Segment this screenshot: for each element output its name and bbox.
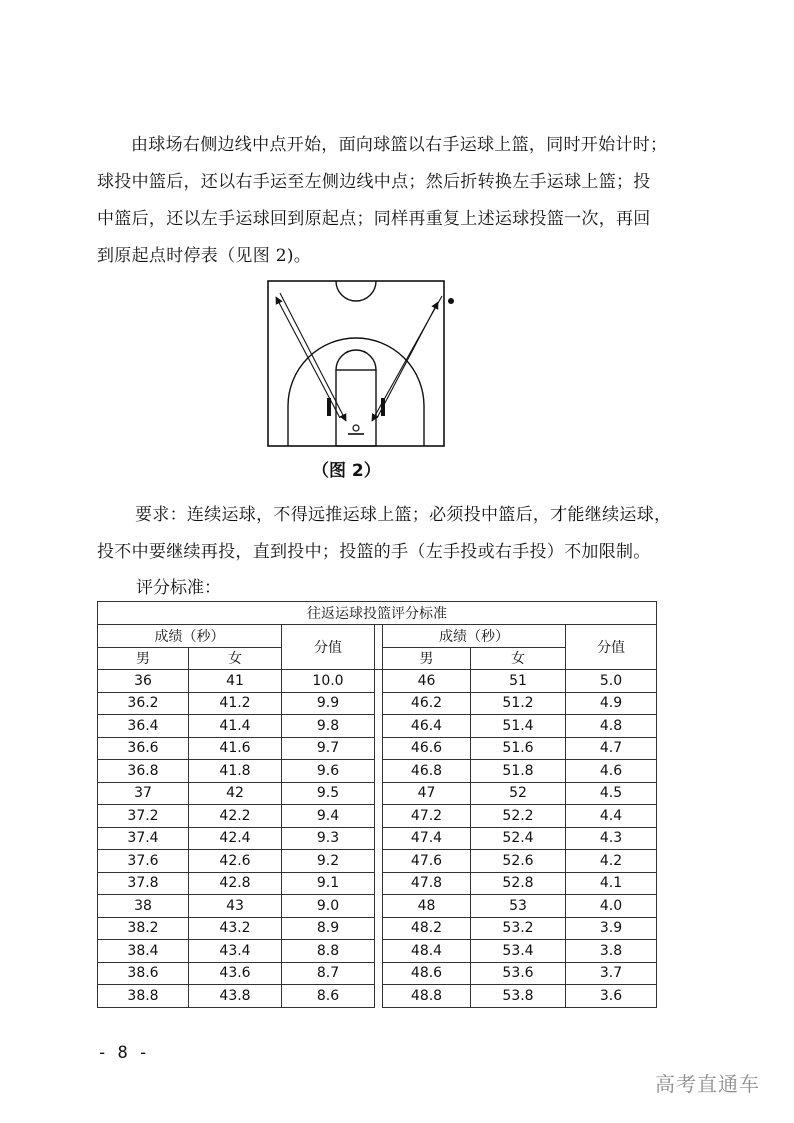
column-gap	[375, 940, 383, 963]
points-cell: 8.7	[282, 962, 375, 985]
points-header: 分值	[566, 625, 657, 670]
score-header: 成绩（秒）	[98, 625, 282, 648]
male-time-cell: 38.2	[98, 917, 189, 940]
table-row	[98, 827, 657, 850]
female-time-cell: 43.2	[189, 917, 282, 940]
intro-line: 中篮后，还以左手运球回到原起点；同样再重复上述运球投篮一次，再回	[97, 209, 651, 229]
points-cell: 3.9	[566, 917, 657, 940]
female-time-cell: 52.6	[471, 850, 566, 873]
table-row	[98, 940, 657, 963]
female-time-cell: 51.8	[471, 760, 566, 783]
points-cell: 9.2	[282, 850, 375, 873]
column-gap	[375, 827, 383, 850]
male-time-cell: 37.6	[98, 850, 189, 873]
points-cell: 9.3	[282, 827, 375, 850]
column-gap	[375, 737, 383, 760]
male-time-cell: 48.2	[383, 917, 471, 940]
male-time-cell: 47.4	[383, 827, 471, 850]
female-time-cell: 53.4	[471, 940, 566, 963]
table-row	[98, 895, 657, 918]
intro-line: 由球场右侧边线中点开始，面向球篮以右手运球上篮，同时开始计时；	[131, 135, 668, 155]
requirements-paragraph	[97, 497, 697, 571]
points-cell: 9.9	[282, 692, 375, 715]
female-time-cell: 51	[471, 670, 566, 693]
points-cell: 8.6	[282, 985, 375, 1008]
requirements-line: 投不中要继续再投，直到投中；投篮的手（左手投或右手投）不加限制。	[97, 542, 651, 562]
points-cell: 3.6	[566, 985, 657, 1008]
criteria-label: 评分标准：	[136, 578, 221, 598]
column-gap	[375, 715, 383, 738]
table-row	[98, 692, 657, 715]
points-cell: 4.8	[566, 715, 657, 738]
male-time-cell: 38.8	[98, 985, 189, 1008]
female-time-cell: 42.8	[189, 872, 282, 895]
intro-paragraph	[97, 127, 697, 275]
female-time-cell: 43.4	[189, 940, 282, 963]
figure-caption: （图 2）	[312, 461, 381, 481]
male-time-cell: 47.2	[383, 805, 471, 828]
column-gap	[375, 692, 383, 715]
court-boundary	[268, 281, 444, 446]
female-time-cell: 52	[471, 782, 566, 805]
column-gap	[375, 782, 383, 805]
points-cell: 4.9	[566, 692, 657, 715]
table-row	[98, 962, 657, 985]
male-time-cell: 36.6	[98, 737, 189, 760]
watermark: 高考直通车	[655, 1072, 760, 1096]
male-header: 男	[98, 647, 189, 670]
male-time-cell: 36.2	[98, 692, 189, 715]
points-cell: 4.5	[566, 782, 657, 805]
column-gap	[375, 917, 383, 940]
female-time-cell: 52.2	[471, 805, 566, 828]
male-time-cell: 36	[98, 670, 189, 693]
male-time-cell: 37.2	[98, 805, 189, 828]
table-row	[98, 917, 657, 940]
female-time-cell: 42	[189, 782, 282, 805]
female-time-cell: 53.2	[471, 917, 566, 940]
table-row	[98, 670, 657, 693]
female-time-cell: 43.6	[189, 962, 282, 985]
male-header: 男	[383, 647, 471, 670]
male-time-cell: 46.2	[383, 692, 471, 715]
path-arrow	[377, 302, 438, 418]
table-row	[98, 715, 657, 738]
male-time-cell: 48	[383, 895, 471, 918]
path-arrow	[276, 297, 340, 418]
female-time-cell: 43	[189, 895, 282, 918]
path-arrow	[280, 293, 346, 421]
column-gap	[375, 872, 383, 895]
column-gap	[375, 805, 383, 828]
male-time-cell: 37	[98, 782, 189, 805]
column-gap	[375, 985, 383, 1008]
female-time-cell: 42.2	[189, 805, 282, 828]
female-time-cell: 41	[189, 670, 282, 693]
points-cell: 4.3	[566, 827, 657, 850]
points-cell: 4.0	[566, 895, 657, 918]
female-time-cell: 53	[471, 895, 566, 918]
points-cell: 10.0	[282, 670, 375, 693]
points-cell: 9.4	[282, 805, 375, 828]
table-row	[98, 782, 657, 805]
male-time-cell: 37.8	[98, 872, 189, 895]
male-time-cell: 47	[383, 782, 471, 805]
male-time-cell: 38.4	[98, 940, 189, 963]
table-row	[98, 805, 657, 828]
male-time-cell: 46.4	[383, 715, 471, 738]
score-table	[97, 601, 657, 1008]
requirements-line: 要求：连续运球，不得远推运球上篮；必须投中篮后，才能继续运球，	[135, 505, 672, 525]
basket-ring	[353, 425, 359, 431]
score-table-body	[98, 670, 657, 1008]
table-row	[98, 985, 657, 1008]
male-time-cell: 37.4	[98, 827, 189, 850]
points-header: 分值	[282, 625, 375, 670]
table-row	[98, 737, 657, 760]
points-cell: 8.9	[282, 917, 375, 940]
female-time-cell: 41.8	[189, 760, 282, 783]
male-time-cell: 46.8	[383, 760, 471, 783]
points-cell: 9.0	[282, 895, 375, 918]
female-time-cell: 52.8	[471, 872, 566, 895]
table-row	[98, 872, 657, 895]
points-cell: 4.2	[566, 850, 657, 873]
court-diagram	[264, 278, 464, 448]
male-time-cell: 38.6	[98, 962, 189, 985]
male-time-cell: 46	[383, 670, 471, 693]
male-time-cell: 47.6	[383, 850, 471, 873]
score-header: 成绩（秒）	[383, 625, 566, 648]
column-gap	[375, 625, 383, 670]
male-time-cell: 46.6	[383, 737, 471, 760]
page-number: - 8 -	[97, 1043, 149, 1063]
center-circle	[336, 281, 376, 301]
column-gap	[375, 962, 383, 985]
female-time-cell: 51.2	[471, 692, 566, 715]
female-time-cell: 51.6	[471, 737, 566, 760]
points-cell: 8.8	[282, 940, 375, 963]
points-cell: 4.1	[566, 872, 657, 895]
column-gap	[375, 850, 383, 873]
male-time-cell: 48.8	[383, 985, 471, 1008]
female-header: 女	[189, 647, 282, 670]
table-row	[98, 760, 657, 783]
points-cell: 9.1	[282, 872, 375, 895]
female-time-cell: 41.6	[189, 737, 282, 760]
female-time-cell: 53.8	[471, 985, 566, 1008]
table-row	[98, 850, 657, 873]
male-time-cell: 48.4	[383, 940, 471, 963]
points-cell: 9.6	[282, 760, 375, 783]
female-time-cell: 52.4	[471, 827, 566, 850]
male-time-cell: 36.4	[98, 715, 189, 738]
column-gap	[375, 760, 383, 783]
female-time-cell: 51.4	[471, 715, 566, 738]
points-cell: 4.6	[566, 760, 657, 783]
table-title: 往返运球投篮评分标准	[98, 602, 657, 625]
points-cell: 4.7	[566, 737, 657, 760]
intro-line: 到原起点时停表（见图 2)。	[97, 246, 312, 266]
female-time-cell: 53.6	[471, 962, 566, 985]
column-gap	[375, 670, 383, 693]
female-time-cell: 42.6	[189, 850, 282, 873]
free-throw-circle	[336, 350, 376, 370]
male-time-cell: 47.8	[383, 872, 471, 895]
points-cell: 9.7	[282, 737, 375, 760]
female-header: 女	[471, 647, 566, 670]
points-cell: 9.8	[282, 715, 375, 738]
male-time-cell: 36.8	[98, 760, 189, 783]
female-time-cell: 42.4	[189, 827, 282, 850]
three-point-line	[288, 338, 424, 446]
points-cell: 4.4	[566, 805, 657, 828]
start-point	[448, 298, 454, 304]
points-cell: 9.5	[282, 782, 375, 805]
female-time-cell: 41.2	[189, 692, 282, 715]
male-time-cell: 48.6	[383, 962, 471, 985]
column-gap	[375, 895, 383, 918]
points-cell: 3.7	[566, 962, 657, 985]
intro-line: 球投中篮后，还以右手运至左侧边线中点；然后折转换左手运球上篮；投	[97, 172, 651, 192]
points-cell: 5.0	[566, 670, 657, 693]
female-time-cell: 43.8	[189, 985, 282, 1008]
points-cell: 3.8	[566, 940, 657, 963]
female-time-cell: 41.4	[189, 715, 282, 738]
male-time-cell: 38	[98, 895, 189, 918]
